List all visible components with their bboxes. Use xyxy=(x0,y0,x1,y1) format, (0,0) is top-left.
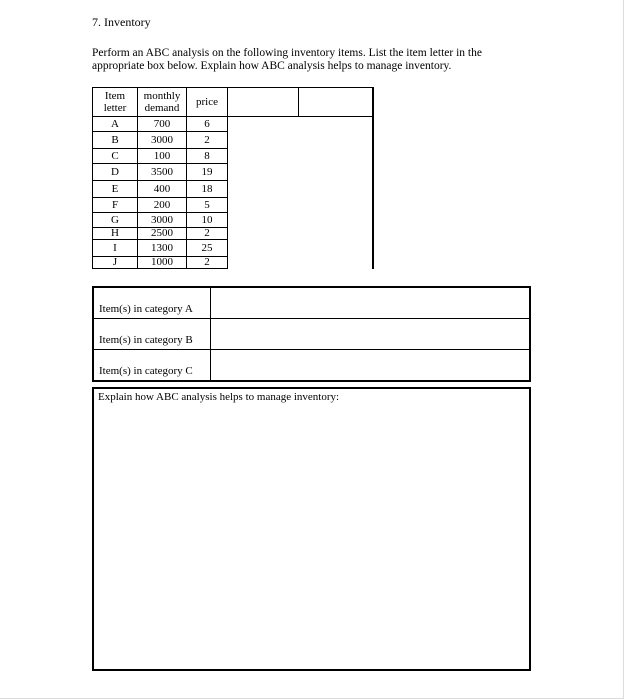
item-letter-cell: C xyxy=(93,149,138,164)
item-letter-cell: D xyxy=(93,164,138,181)
category-b-row xyxy=(93,319,530,350)
price-cell: 18 xyxy=(187,181,228,198)
category-c-answer-box[interactable] xyxy=(210,350,530,382)
item-letter-cell: B xyxy=(93,132,138,149)
monthly-demand-cell: 1300 xyxy=(138,240,187,257)
price-cell: 5 xyxy=(187,198,228,213)
item-letter-cell: A xyxy=(93,117,138,132)
category-c-row xyxy=(93,350,530,382)
category-table xyxy=(92,286,531,382)
item-letter-cell: E xyxy=(93,181,138,198)
category-b-label: Item(s) in category B xyxy=(93,319,210,350)
monthly-demand-cell: 3000 xyxy=(138,132,187,149)
price-cell: 2 xyxy=(187,257,228,269)
inventory-header-row xyxy=(93,88,373,117)
header-demand-line-2: demand xyxy=(144,102,180,114)
monthly-demand-cell: 3000 xyxy=(138,213,187,228)
header-price: price xyxy=(187,88,228,117)
monthly-demand-cell: 400 xyxy=(138,181,187,198)
price-cell: 8 xyxy=(187,149,228,164)
instructions-line-2: appropriate box below. Explain how ABC analysis helps to manage inventory. xyxy=(92,60,452,72)
item-letter-cell: J xyxy=(93,257,138,269)
header-demand-line-1: monthly xyxy=(143,90,181,102)
blank-header-cell-1[interactable] xyxy=(228,88,299,117)
inventory-table-body xyxy=(93,88,373,269)
price-cell: 2 xyxy=(187,228,228,240)
price-cell: 10 xyxy=(187,213,228,228)
instructions-line-1: Perform an ABC analysis on the following inventory items. List the item letter in the xyxy=(92,47,482,59)
question-heading: 7. Inventory xyxy=(92,15,151,29)
price-cell: 6 xyxy=(187,117,228,132)
category-b-answer-box[interactable] xyxy=(210,319,530,350)
monthly-demand-cell: 100 xyxy=(138,149,187,164)
blank-header-cell-2[interactable] xyxy=(299,88,373,117)
price-cell: 2 xyxy=(187,132,228,149)
explain-answer-box[interactable] xyxy=(92,387,531,671)
item-letter-cell: H xyxy=(93,228,138,240)
item-letter-cell: G xyxy=(93,213,138,228)
header-item-letter xyxy=(93,88,138,117)
header-monthly-demand xyxy=(138,88,187,117)
blank-area xyxy=(228,117,373,269)
question-instructions xyxy=(92,47,532,73)
category-a-row xyxy=(93,287,530,319)
category-a-answer-box[interactable] xyxy=(210,287,530,319)
item-letter-cell: F xyxy=(93,198,138,213)
inventory-row xyxy=(93,117,373,132)
monthly-demand-cell: 1000 xyxy=(138,257,187,269)
explain-label: Explain how ABC analysis helps to manage inventory: xyxy=(98,391,340,403)
item-letter-cell: I xyxy=(93,240,138,257)
header-item-line-2: letter xyxy=(103,102,127,114)
inventory-table xyxy=(92,87,374,269)
monthly-demand-cell: 200 xyxy=(138,198,187,213)
price-cell: 19 xyxy=(187,164,228,181)
price-cell: 25 xyxy=(187,240,228,257)
monthly-demand-cell: 3500 xyxy=(138,164,187,181)
monthly-demand-cell: 700 xyxy=(138,117,187,132)
category-a-label: Item(s) in category A xyxy=(93,287,210,319)
monthly-demand-cell: 2500 xyxy=(138,228,187,240)
category-c-label: Item(s) in category C xyxy=(93,350,210,382)
header-item-line-1: Item xyxy=(104,90,126,102)
